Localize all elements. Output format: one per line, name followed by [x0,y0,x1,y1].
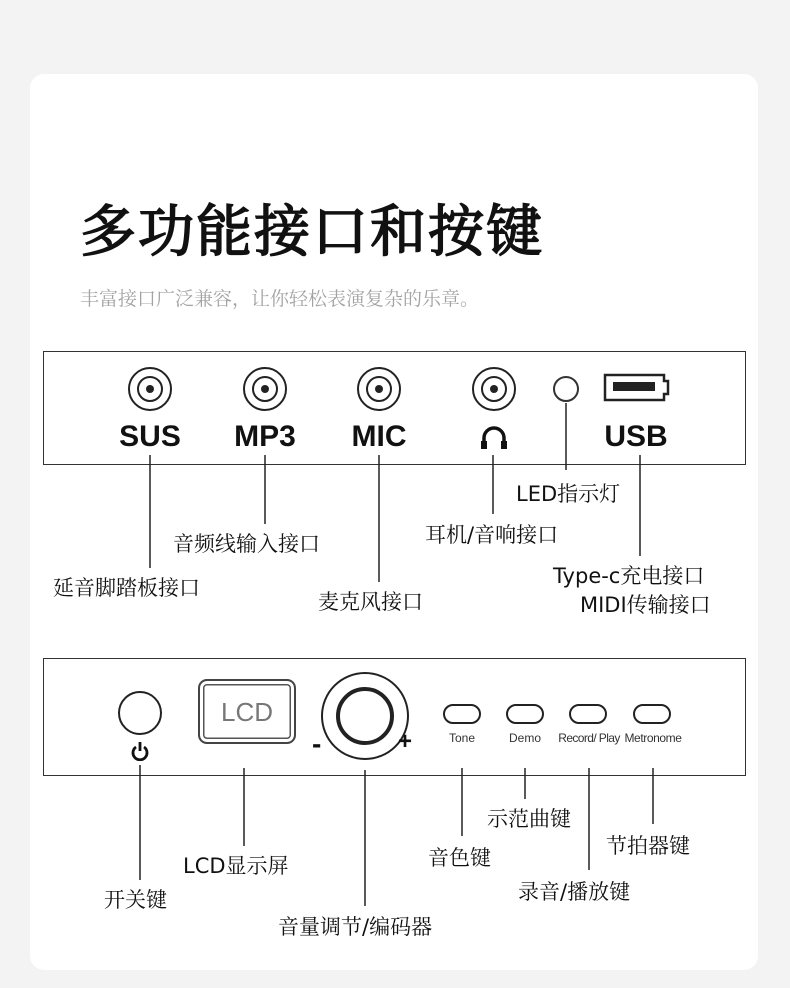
knob-plus-label: + [398,728,413,755]
type-c-callout: Type-c充电接口 [553,564,705,588]
demo-button-label: Demo [508,731,542,745]
record-button-label: Record/ Play [558,731,620,745]
led-callout: LED指示灯 [516,482,621,506]
lcd-callout: LCD显示屏 [183,854,289,878]
page-title: 多功能接口和按键 [80,200,544,265]
metronome-callout: 节拍器键 [606,834,690,858]
tone-button-label: Tone [448,731,476,745]
metronome-button-label: Metronome [624,731,682,745]
sustain-callout: 延音脚踏板接口 [53,576,200,600]
mp3-label: MP3 [234,420,296,453]
knob-callout: 音量调节/编码器 [278,915,433,939]
demo-callout: 示范曲键 [487,807,571,831]
page-subtitle: 丰富接口广泛兼容，让你轻松表演复杂的乐章。 [80,288,480,310]
mic-callout: 麦克风接口 [318,590,423,614]
mic-label: MIC [351,420,407,453]
midi-callout: MIDI传输接口 [580,593,711,617]
usb-label: USB [604,420,668,453]
tone-callout: 音色键 [428,846,491,870]
audio-in-callout: 音频线输入接口 [173,532,320,556]
sus-label: SUS [119,420,181,453]
headphone-callout: 耳机/音响接口 [425,523,559,547]
knob-minus-label: - [312,728,322,759]
power-callout: 开关键 [104,888,167,912]
record-callout: 录音/播放键 [518,880,631,904]
lcd-text: LCD [220,697,273,727]
